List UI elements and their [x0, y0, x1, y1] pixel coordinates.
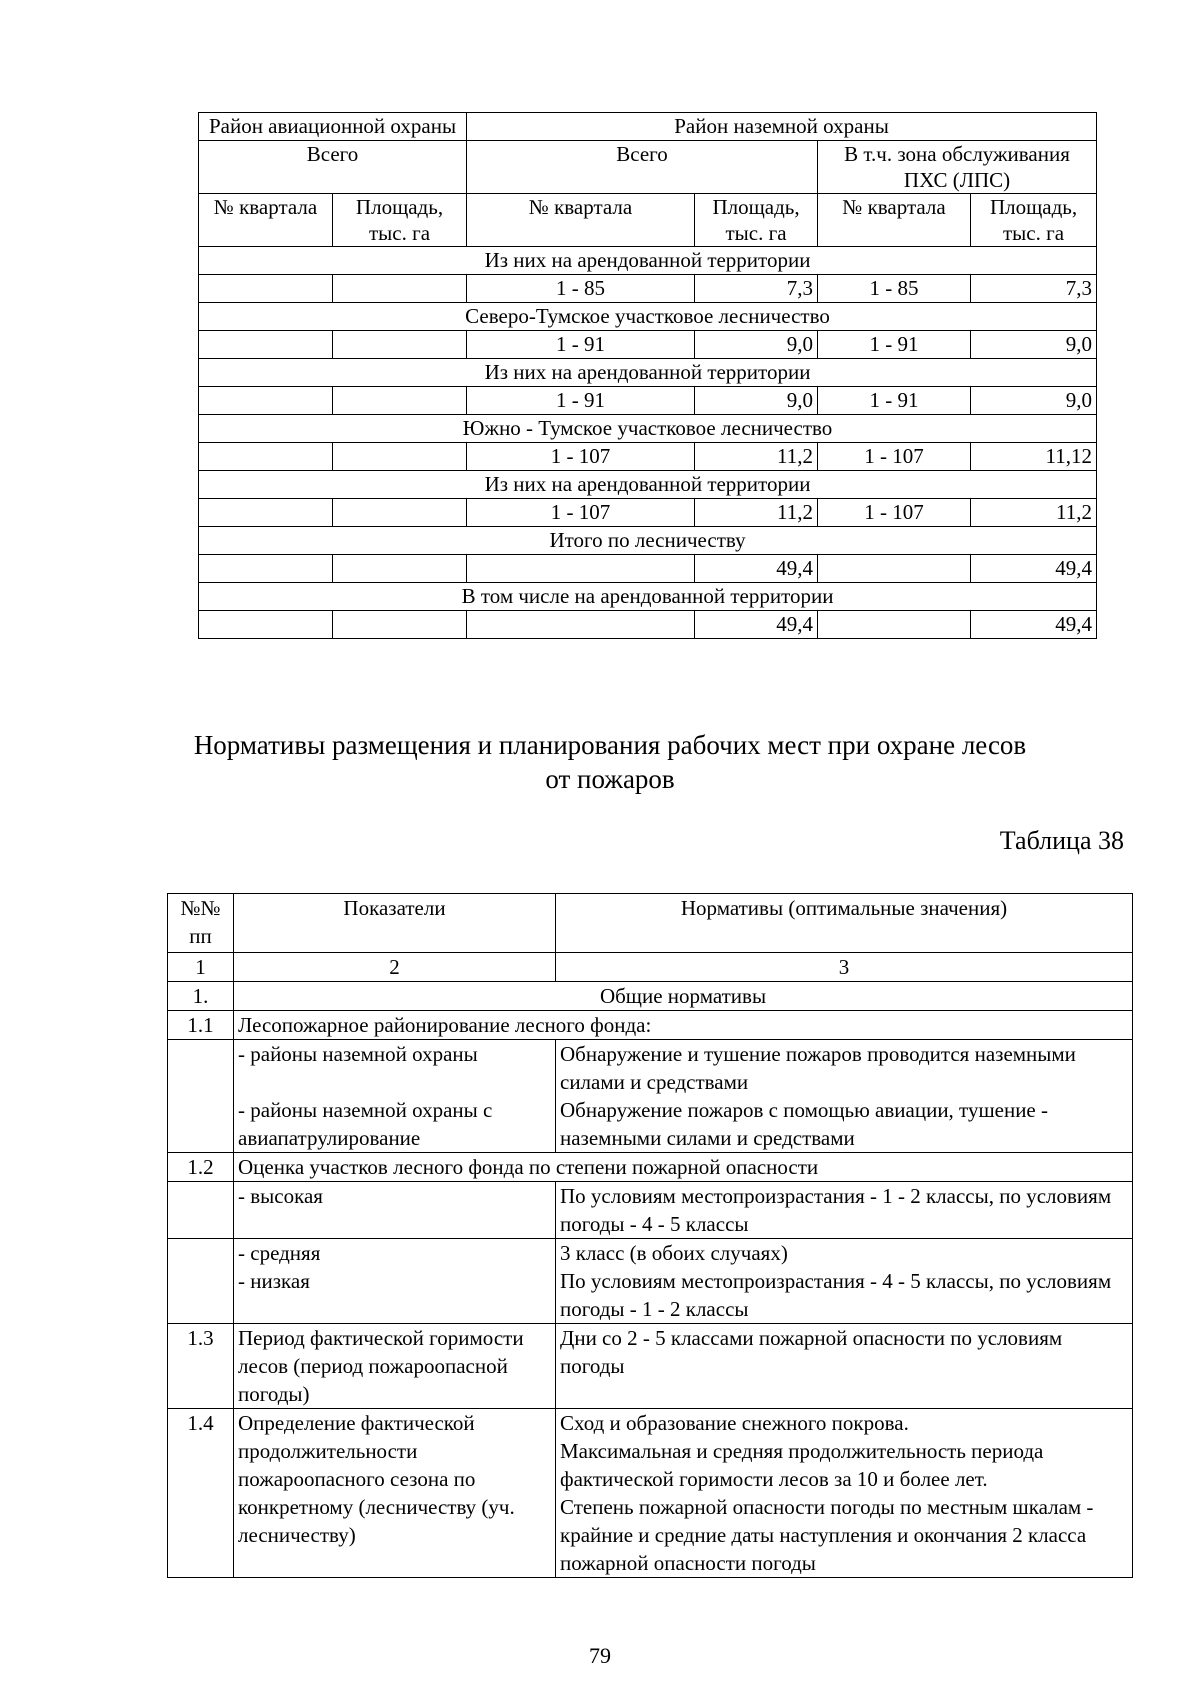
- table-row: [168, 1040, 1133, 1097]
- table-row: [199, 555, 1097, 583]
- empty-cell: [168, 1182, 234, 1239]
- aviation-total-header: Всего: [199, 141, 467, 194]
- section-title-row: [199, 583, 1097, 611]
- section-title-row: [199, 247, 1097, 275]
- table-row: [168, 982, 1133, 1011]
- empty-cell: [199, 555, 333, 583]
- table-row: [199, 611, 1097, 639]
- row-number: 1.4: [168, 1409, 234, 1578]
- norm-cell: [556, 1409, 1133, 1578]
- kvartal-cell: 1 - 107: [818, 499, 971, 527]
- forest-protection-area-table: [198, 112, 1097, 639]
- indicator-medium: - средняя: [238, 1241, 321, 1265]
- kvartal-cell: 1 - 91: [467, 387, 695, 415]
- norm-cell: Дни со 2 - 5 классами пожарной опасности по условиям погоды: [556, 1324, 1133, 1409]
- table-row: [168, 1324, 1133, 1409]
- area-cell: 7,3: [971, 275, 1097, 303]
- norm-line: Степень пожарной опасности погоды по местным шкалам - крайние и средние даты наступления и окончания 2 класса пожарной опасности погоды: [560, 1495, 1094, 1575]
- area-cell: 49,4: [971, 555, 1097, 583]
- empty-cell: [333, 331, 467, 359]
- empty-cell: [168, 1239, 234, 1324]
- indicator-cell: Определение фактической продолжительности пожароопасного сезона по конкретному (лесничеству (уч. лесничеству): [234, 1409, 556, 1578]
- section-title: Из них на арендованной территории: [199, 247, 1097, 275]
- kvartal-cell: [467, 611, 695, 639]
- table-header-row: [168, 894, 1133, 953]
- norms-header: Нормативы (оптимальные значения): [556, 894, 1133, 953]
- indicator-cell: Период фактической горимости лесов (период пожароопасной погоды): [234, 1324, 556, 1409]
- empty-cell: [333, 499, 467, 527]
- ground-zone-header: Район наземной охраны: [467, 113, 1097, 141]
- row-number: 1.: [168, 982, 234, 1011]
- row-number: 1.1: [168, 1011, 234, 1040]
- area-cell: 11,12: [971, 443, 1097, 471]
- kvartal-cell: 1 - 91: [467, 331, 695, 359]
- empty-cell: [199, 275, 333, 303]
- table-row: [199, 499, 1097, 527]
- kvartal-cell: [467, 555, 695, 583]
- empty-cell: [168, 1040, 234, 1153]
- area-header: Площадь, тыс. га: [971, 194, 1097, 247]
- kvartal-header: № квартала: [199, 194, 333, 247]
- norm-low: По условиям местопроизрастания - 4 - 5 классы, по условиям погоды - 1 - 2 классы: [560, 1269, 1112, 1321]
- kvartal-cell: 1 - 107: [818, 443, 971, 471]
- number-header: №№ пп: [168, 894, 234, 953]
- kvartal-header: № квартала: [467, 194, 695, 247]
- table-row: [199, 331, 1097, 359]
- area-cell: 9,0: [695, 331, 818, 359]
- page-number: 79: [589, 1643, 611, 1668]
- kvartal-cell: [818, 555, 971, 583]
- norm-cell: По условиям местопроизрастания - 1 - 2 классы, по условиям погоды - 4 - 5 классы: [556, 1182, 1133, 1239]
- norm-line: Максимальная и средняя продолжительность периода фактической горимости лесов за 10 и более лет.: [560, 1439, 1044, 1491]
- empty-cell: [333, 611, 467, 639]
- area-cell: 7,3: [695, 275, 818, 303]
- area-header: Площадь, тыс. га: [695, 194, 818, 247]
- kvartal-cell: 1 - 107: [467, 443, 695, 471]
- table-header-row: [199, 113, 1097, 141]
- empty-cell: [199, 443, 333, 471]
- indicator-cell: - районы наземной охраны: [234, 1040, 556, 1097]
- section-title-row: [199, 303, 1097, 331]
- section-title: Северо-Тумское участковое лесничество: [199, 303, 1097, 331]
- table-row: [168, 1182, 1133, 1239]
- section-title-row: [199, 471, 1097, 499]
- area-cell: 11,2: [695, 443, 818, 471]
- column-number: 3: [556, 953, 1133, 982]
- norm-cell: Обнаружение пожаров с помощью авиации, тушение - наземными силами и средствами: [556, 1096, 1133, 1153]
- table-row: [199, 443, 1097, 471]
- kvartal-cell: 1 - 85: [467, 275, 695, 303]
- column-number: 1: [168, 953, 234, 982]
- norm-cell: Обнаружение и тушение пожаров проводится наземными силами и средствами: [556, 1040, 1133, 1097]
- section-title-row: [199, 527, 1097, 555]
- table-label: Таблица 38: [999, 826, 1124, 855]
- empty-cell: [199, 611, 333, 639]
- empty-cell: [199, 387, 333, 415]
- kvartal-cell: 1 - 107: [467, 499, 695, 527]
- area-cell: 11,2: [695, 499, 818, 527]
- area-cell: 11,2: [971, 499, 1097, 527]
- section-title: Из них на арендованной территории: [199, 471, 1097, 499]
- indicator-cell: [234, 1239, 556, 1324]
- area-cell: 49,4: [695, 555, 818, 583]
- area-cell: 49,4: [971, 611, 1097, 639]
- empty-cell: [199, 331, 333, 359]
- pxs-zone-header: В т.ч. зона обслуживания ПХС (ЛПС): [818, 141, 1097, 194]
- fire-protection-norms-table: [167, 893, 1133, 1578]
- table-header-row: [199, 194, 1097, 247]
- area-cell: 9,0: [971, 331, 1097, 359]
- section-title-row: [199, 359, 1097, 387]
- area-cell: 9,0: [971, 387, 1097, 415]
- table-row: [168, 1153, 1133, 1182]
- kvartal-cell: 1 - 85: [818, 275, 971, 303]
- empty-cell: [333, 443, 467, 471]
- ground-total-header: Всего: [467, 141, 818, 194]
- section-title: Из них на арендованной территории: [199, 359, 1097, 387]
- row-number: 1.2: [168, 1153, 234, 1182]
- row-title: Лесопожарное районирование лесного фонда:: [234, 1011, 1133, 1040]
- table-row: [168, 1011, 1133, 1040]
- norm-line: Сход и образование снежного покрова.: [560, 1411, 909, 1435]
- section-title: В том числе на арендованной территории: [199, 583, 1097, 611]
- area-cell: 9,0: [695, 387, 818, 415]
- row-title: Оценка участков лесного фонда по степени пожарной опасности: [234, 1153, 1133, 1182]
- area-header: Площадь, тыс. га: [333, 194, 467, 247]
- table-row: [168, 1096, 1133, 1153]
- norm-cell: [556, 1239, 1133, 1324]
- section-title: Итого по лесничеству: [199, 527, 1097, 555]
- indicator-low: - низкая: [238, 1269, 310, 1293]
- section-heading: Нормативы размещения и планирования рабочих мест при охране лесов от пожаров: [193, 730, 1027, 794]
- kvartal-cell: 1 - 91: [818, 331, 971, 359]
- aviation-zone-header: Район авиационной охраны: [199, 113, 467, 141]
- indicator-cell: - высокая: [234, 1182, 556, 1239]
- empty-cell: [333, 275, 467, 303]
- indicator-cell: - районы наземной охраны с авиапатрулирование: [234, 1096, 556, 1153]
- area-cell: 49,4: [695, 611, 818, 639]
- column-number-row: [168, 953, 1133, 982]
- table-row: [168, 1409, 1133, 1578]
- column-number: 2: [234, 953, 556, 982]
- empty-cell: [333, 555, 467, 583]
- section-title: Южно - Тумское участковое лесничество: [199, 415, 1097, 443]
- empty-cell: [199, 499, 333, 527]
- table-row: [168, 1239, 1133, 1324]
- kvartal-cell: [818, 611, 971, 639]
- norm-medium: 3 класс (в обоих случаях): [560, 1241, 788, 1265]
- row-title: Общие нормативы: [234, 982, 1133, 1011]
- row-number: 1.3: [168, 1324, 234, 1409]
- indicators-header: Показатели: [234, 894, 556, 953]
- empty-cell: [333, 387, 467, 415]
- table-header-row: [199, 141, 1097, 194]
- table-row: [199, 275, 1097, 303]
- kvartal-cell: 1 - 91: [818, 387, 971, 415]
- kvartal-header: № квартала: [818, 194, 971, 247]
- section-title-row: [199, 415, 1097, 443]
- table-row: [199, 387, 1097, 415]
